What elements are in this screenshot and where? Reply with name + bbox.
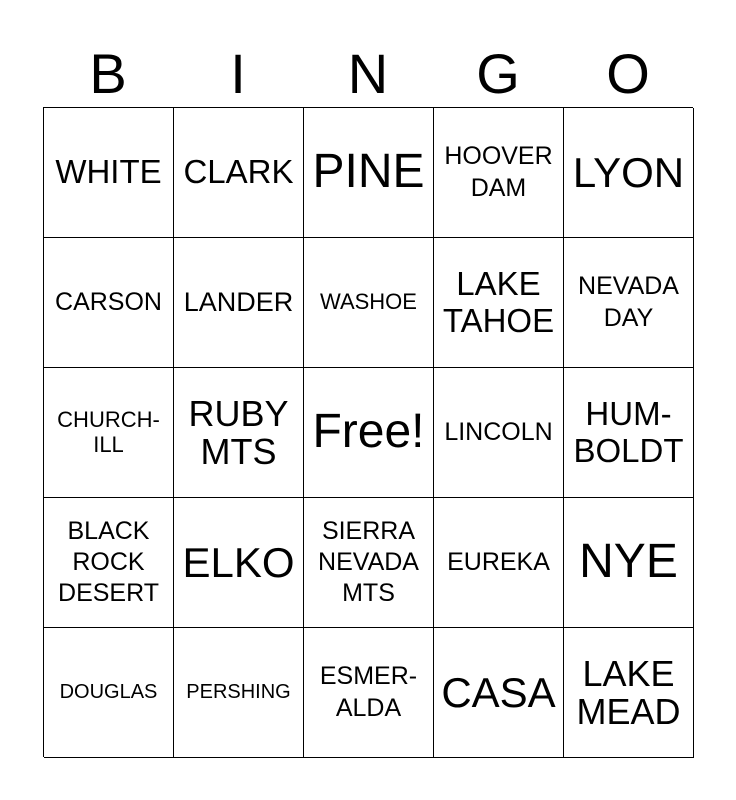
bingo-cell-r1-c1[interactable] <box>44 108 174 238</box>
bingo-cell-r4-c4[interactable] <box>434 498 564 628</box>
cell-label: SIERRA NEVADA MTS <box>318 516 419 608</box>
bingo-cell-r1-c5[interactable] <box>564 108 694 238</box>
bingo-cell-r3-c3[interactable] <box>304 368 434 498</box>
bingo-cell-r3-c1[interactable] <box>44 368 174 498</box>
bingo-cell-r5-c2[interactable] <box>174 628 304 758</box>
header-letter-n: N <box>347 42 389 105</box>
bingo-cell-r5-c4[interactable] <box>434 628 564 758</box>
bingo-header <box>43 40 693 108</box>
bingo-cell-r2-c4[interactable] <box>434 238 564 368</box>
bingo-cell-r4-c1[interactable] <box>44 498 174 628</box>
bingo-cell-r2-c2[interactable] <box>174 238 304 368</box>
cell-label: HUM- BOLDT <box>573 394 684 469</box>
cell-label: LYON <box>572 148 685 196</box>
cell-label: LANDER <box>183 286 294 317</box>
bingo-cell-r1-c4[interactable] <box>434 108 564 238</box>
cell-label: CLARK <box>183 153 294 191</box>
bingo-cell-r3-c4[interactable] <box>434 368 564 498</box>
cell-label: HOOVER DAM <box>444 142 553 202</box>
cell-label: NYE <box>579 535 678 589</box>
bingo-board <box>43 107 693 757</box>
cell-label: NEVADA DAY <box>578 272 679 332</box>
cell-label: ELKO <box>182 538 295 586</box>
header-letter-i: I <box>230 42 246 105</box>
bingo-cell-r4-c2[interactable] <box>174 498 304 628</box>
cell-label: WHITE <box>55 153 162 191</box>
header-letter-o: O <box>606 42 650 105</box>
bingo-cell-r1-c2[interactable] <box>174 108 304 238</box>
bingo-cell-r5-c5[interactable] <box>564 628 694 758</box>
cell-label: ESMER- ALDA <box>319 662 418 722</box>
cell-label: LINCOLN <box>444 417 553 446</box>
header-letter-g: G <box>476 42 520 105</box>
bingo-cell-r2-c3[interactable] <box>304 238 434 368</box>
bingo-cell-r5-c3[interactable] <box>304 628 434 758</box>
header-letter-b: B <box>89 42 127 105</box>
cell-label: PERSHING <box>186 681 291 704</box>
cell-label: PINE <box>312 145 425 199</box>
cell-label: CASA <box>441 668 556 716</box>
cell-label: CARSON <box>55 287 162 316</box>
bingo-cell-r4-c3[interactable] <box>304 498 434 628</box>
bingo-cell-r3-c2[interactable] <box>174 368 304 498</box>
cell-label: EUREKA <box>447 547 550 576</box>
bingo-cell-r5-c1[interactable] <box>44 628 174 758</box>
cell-label: LAKE MEAD <box>576 652 681 732</box>
cell-label: Free! <box>312 405 425 459</box>
bingo-cell-r1-c3[interactable] <box>304 108 434 238</box>
cell-label: WASHOE <box>320 289 417 315</box>
bingo-cell-r2-c1[interactable] <box>44 238 174 368</box>
bingo-cell-r3-c5[interactable] <box>564 368 694 498</box>
bingo-cell-r2-c5[interactable] <box>564 238 694 368</box>
cell-label: DOUGLAS <box>59 681 158 704</box>
cell-label: RUBY MTS <box>188 392 289 472</box>
cell-label: CHURCH- ILL <box>57 406 160 457</box>
bingo-cell-r4-c5[interactable] <box>564 498 694 628</box>
cell-label: BLACK ROCK DESERT <box>58 516 159 608</box>
cell-label: LAKE TAHOE <box>442 264 555 339</box>
